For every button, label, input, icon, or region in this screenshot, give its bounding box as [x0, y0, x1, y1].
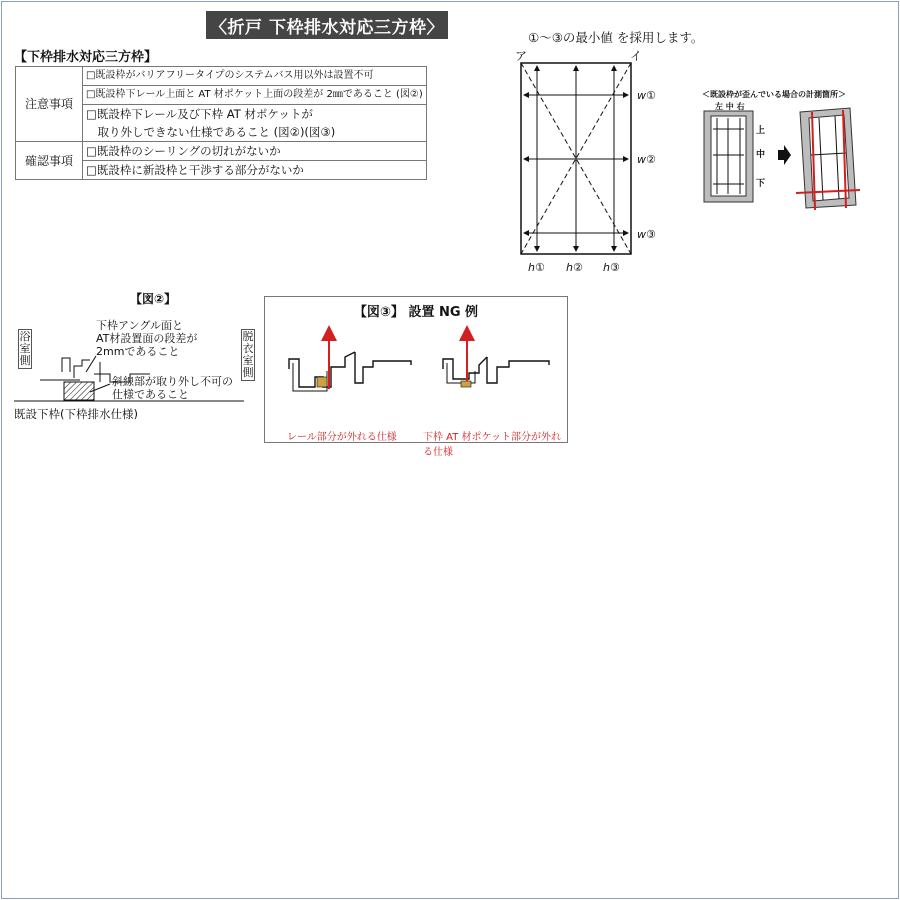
skew-side-label: 下 — [756, 179, 766, 189]
measure-note: ①～③の最小値 を採用します。 — [528, 30, 704, 45]
fig2-dressing-side-text: 脱衣室側 — [242, 330, 254, 379]
caution-item: □既設枠下レール及び下枠 AT 材ポケットが — [83, 105, 427, 124]
fig2-note2-line: 斜線部が取り外し不可の — [112, 375, 233, 388]
confirm-label: 確認事項 — [16, 142, 83, 180]
confirm-item: □既設枠のシーリングの切れがないか — [83, 142, 427, 161]
w-label-1: w① — [637, 89, 656, 102]
h-label-3: h③ — [603, 261, 620, 274]
skew-top-labels: 左 中 右 — [715, 102, 745, 111]
fig2-title: 【図②】 — [130, 292, 177, 306]
fig2-note1-line: 下枠アングル面と — [96, 319, 184, 332]
fig2-note1-line: 2mmであること — [96, 345, 180, 358]
confirm-item: □既設枠に新設枠と干渉する部分がないか — [83, 161, 427, 180]
caution-item: □既設枠がバリアフリータイプのシステムバス用以外は設置不可 — [83, 67, 427, 86]
fig3-caption-right: 下枠 AT 材ポケット部分が外れる仕様 — [423, 432, 562, 458]
h-label-2: h② — [566, 261, 583, 274]
fig2-note2-line: 仕様であること — [112, 388, 189, 401]
fig3-title: 【図③】 設置 NG 例 — [353, 305, 479, 320]
fig3-caption-left: レール部分が外れる仕様 — [287, 432, 397, 443]
corner-label-left: ア — [515, 49, 528, 63]
corner-label-right: イ — [630, 49, 643, 63]
skew-title: ＜既設枠が歪んでいる場合の計測箇所＞ — [702, 90, 846, 99]
caution-item: □既設枠下レール上面と AT 材ポケット上面の段差が 2㎜であること (図②) — [83, 86, 427, 105]
h-label-1: h① — [528, 261, 545, 274]
page-title: 〈折戸 下枠排水対応三方枠〉 — [206, 11, 448, 39]
fig2-note1-line: AT材設置面の段差が — [96, 332, 198, 345]
fig3-drawing — [265, 297, 567, 422]
w-label-2: w② — [637, 153, 656, 166]
skew-side-label: 中 — [756, 150, 766, 160]
w-label-3: w③ — [637, 228, 656, 241]
fig3-box — [264, 296, 568, 458]
fig2-caption: 既設下枠(下枠排水仕様) — [14, 407, 138, 421]
fig2-bath-side-text: 浴室側 — [19, 330, 31, 367]
section-title: 【下枠排水対応三方枠】 — [14, 50, 158, 65]
caution-item: 取り外しできない仕様であること (図②)(図③) — [83, 123, 427, 142]
caution-label: 注意事項 — [16, 67, 83, 142]
skew-side-label: 上 — [756, 126, 766, 136]
